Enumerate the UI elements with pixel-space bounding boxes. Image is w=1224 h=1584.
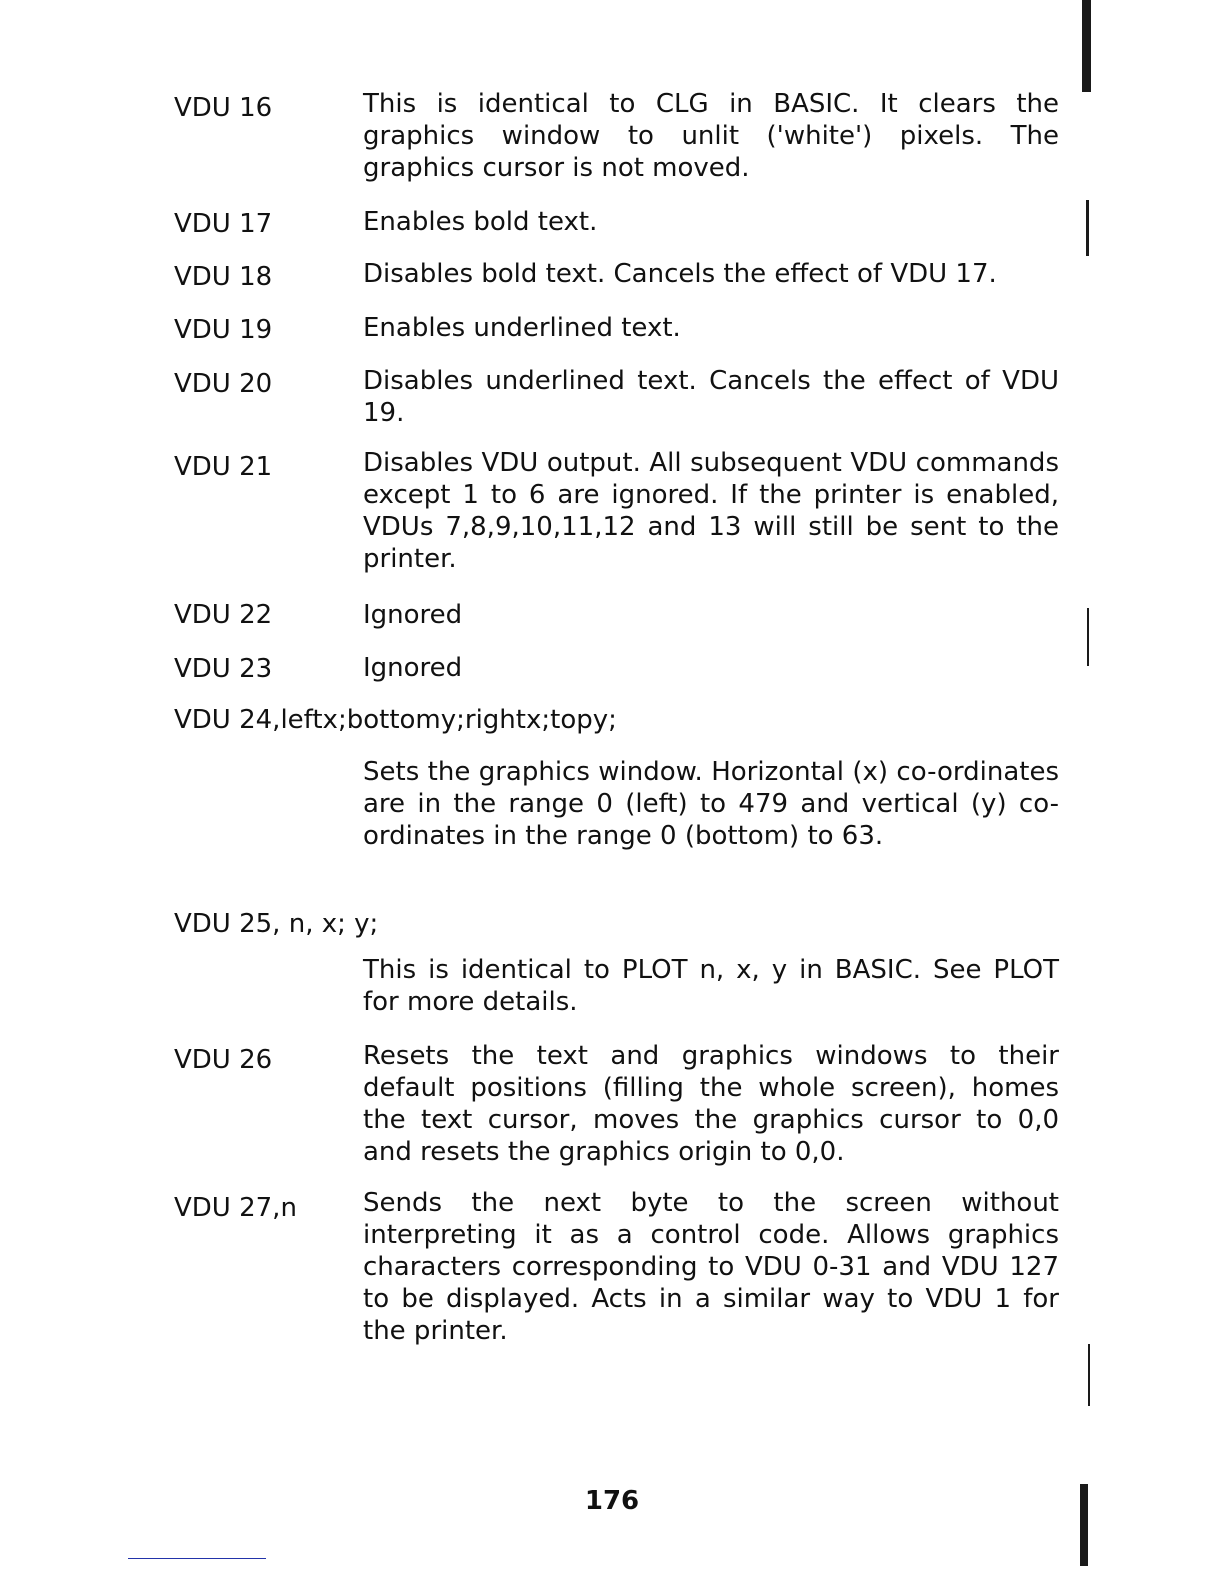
footer-rule — [128, 1558, 266, 1559]
entry-term-vdu-20: VDU 20 — [174, 369, 273, 399]
entry-description-vdu-27: Sends the next byte to the screen without interpreting it as a control code. Allows graphics characters corresponding to VDU 0-31 and VDU 127 to be displayed. Acts in a similar way to VDU 1 for the printer. — [363, 1188, 1059, 1346]
entry-description-vdu-16: This is identical to CLG in BASIC. It clears the graphics window to unlit ('white') pixels. The graphics cursor is not moved. — [363, 89, 1059, 183]
entry-term-vdu-25: VDU 25, n, x; y; — [174, 909, 379, 939]
entry-term-vdu-16: VDU 16 — [174, 93, 273, 123]
entry-description-vdu-19: Enables underlined text. — [363, 313, 681, 343]
entry-term-vdu-22: VDU 22 — [174, 600, 273, 630]
scan-edge-mark-bottom — [1080, 1484, 1088, 1566]
entry-description-vdu-26: Resets the text and graphics windows to their default positions (filling the whole screen), homes the text cursor, moves the graphics cursor to 0,0 and resets the graphics origin to 0,0. — [363, 1041, 1059, 1167]
entry-term-vdu-17: VDU 17 — [174, 209, 273, 239]
entry-description-vdu-25: This is identical to PLOT n, x, y in BASIC. See PLOT for more details. — [363, 955, 1059, 1017]
entry-description-vdu-18: Disables bold text. Cancels the effect of VDU 17. — [363, 259, 997, 289]
scan-edge-mark-top — [1082, 0, 1091, 92]
entry-description-vdu-23: Ignored — [363, 653, 463, 683]
entry-term-vdu-23: VDU 23 — [174, 654, 273, 684]
entry-term-vdu-21: VDU 21 — [174, 452, 273, 482]
entry-description-vdu-24: Sets the graphics window. Horizontal (x) co-ordinates are in the range 0 (left) to 479 and vertical (y) co-ordinates in the range 0 (bottom) to 63. — [363, 757, 1059, 851]
scan-edge-mark-lower — [1088, 1344, 1090, 1406]
entry-description-vdu-20: Disables underlined text. Cancels the effect of VDU 19. — [363, 366, 1059, 428]
entry-term-vdu-18: VDU 18 — [174, 262, 273, 292]
entry-term-vdu-19: VDU 19 — [174, 315, 273, 345]
entry-term-vdu-27: VDU 27,n — [174, 1193, 297, 1223]
page-number: 176 — [584, 1486, 640, 1516]
entry-description-vdu-21: Disables VDU output. All subsequent VDU commands except 1 to 6 are ignored. If the printer is enabled, VDUs 7,8,9,10,11,12 and 13 will still be sent to the printer. — [363, 448, 1059, 574]
entry-term-vdu-26: VDU 26 — [174, 1045, 273, 1075]
entry-description-vdu-22: Ignored — [363, 600, 463, 630]
scan-edge-mark-middle — [1087, 608, 1089, 666]
entry-term-vdu-24: VDU 24,leftx;bottomy;rightx;topy; — [174, 705, 617, 735]
entry-description-vdu-17: Enables bold text. — [363, 207, 598, 237]
scan-edge-mark-upper — [1086, 200, 1089, 256]
